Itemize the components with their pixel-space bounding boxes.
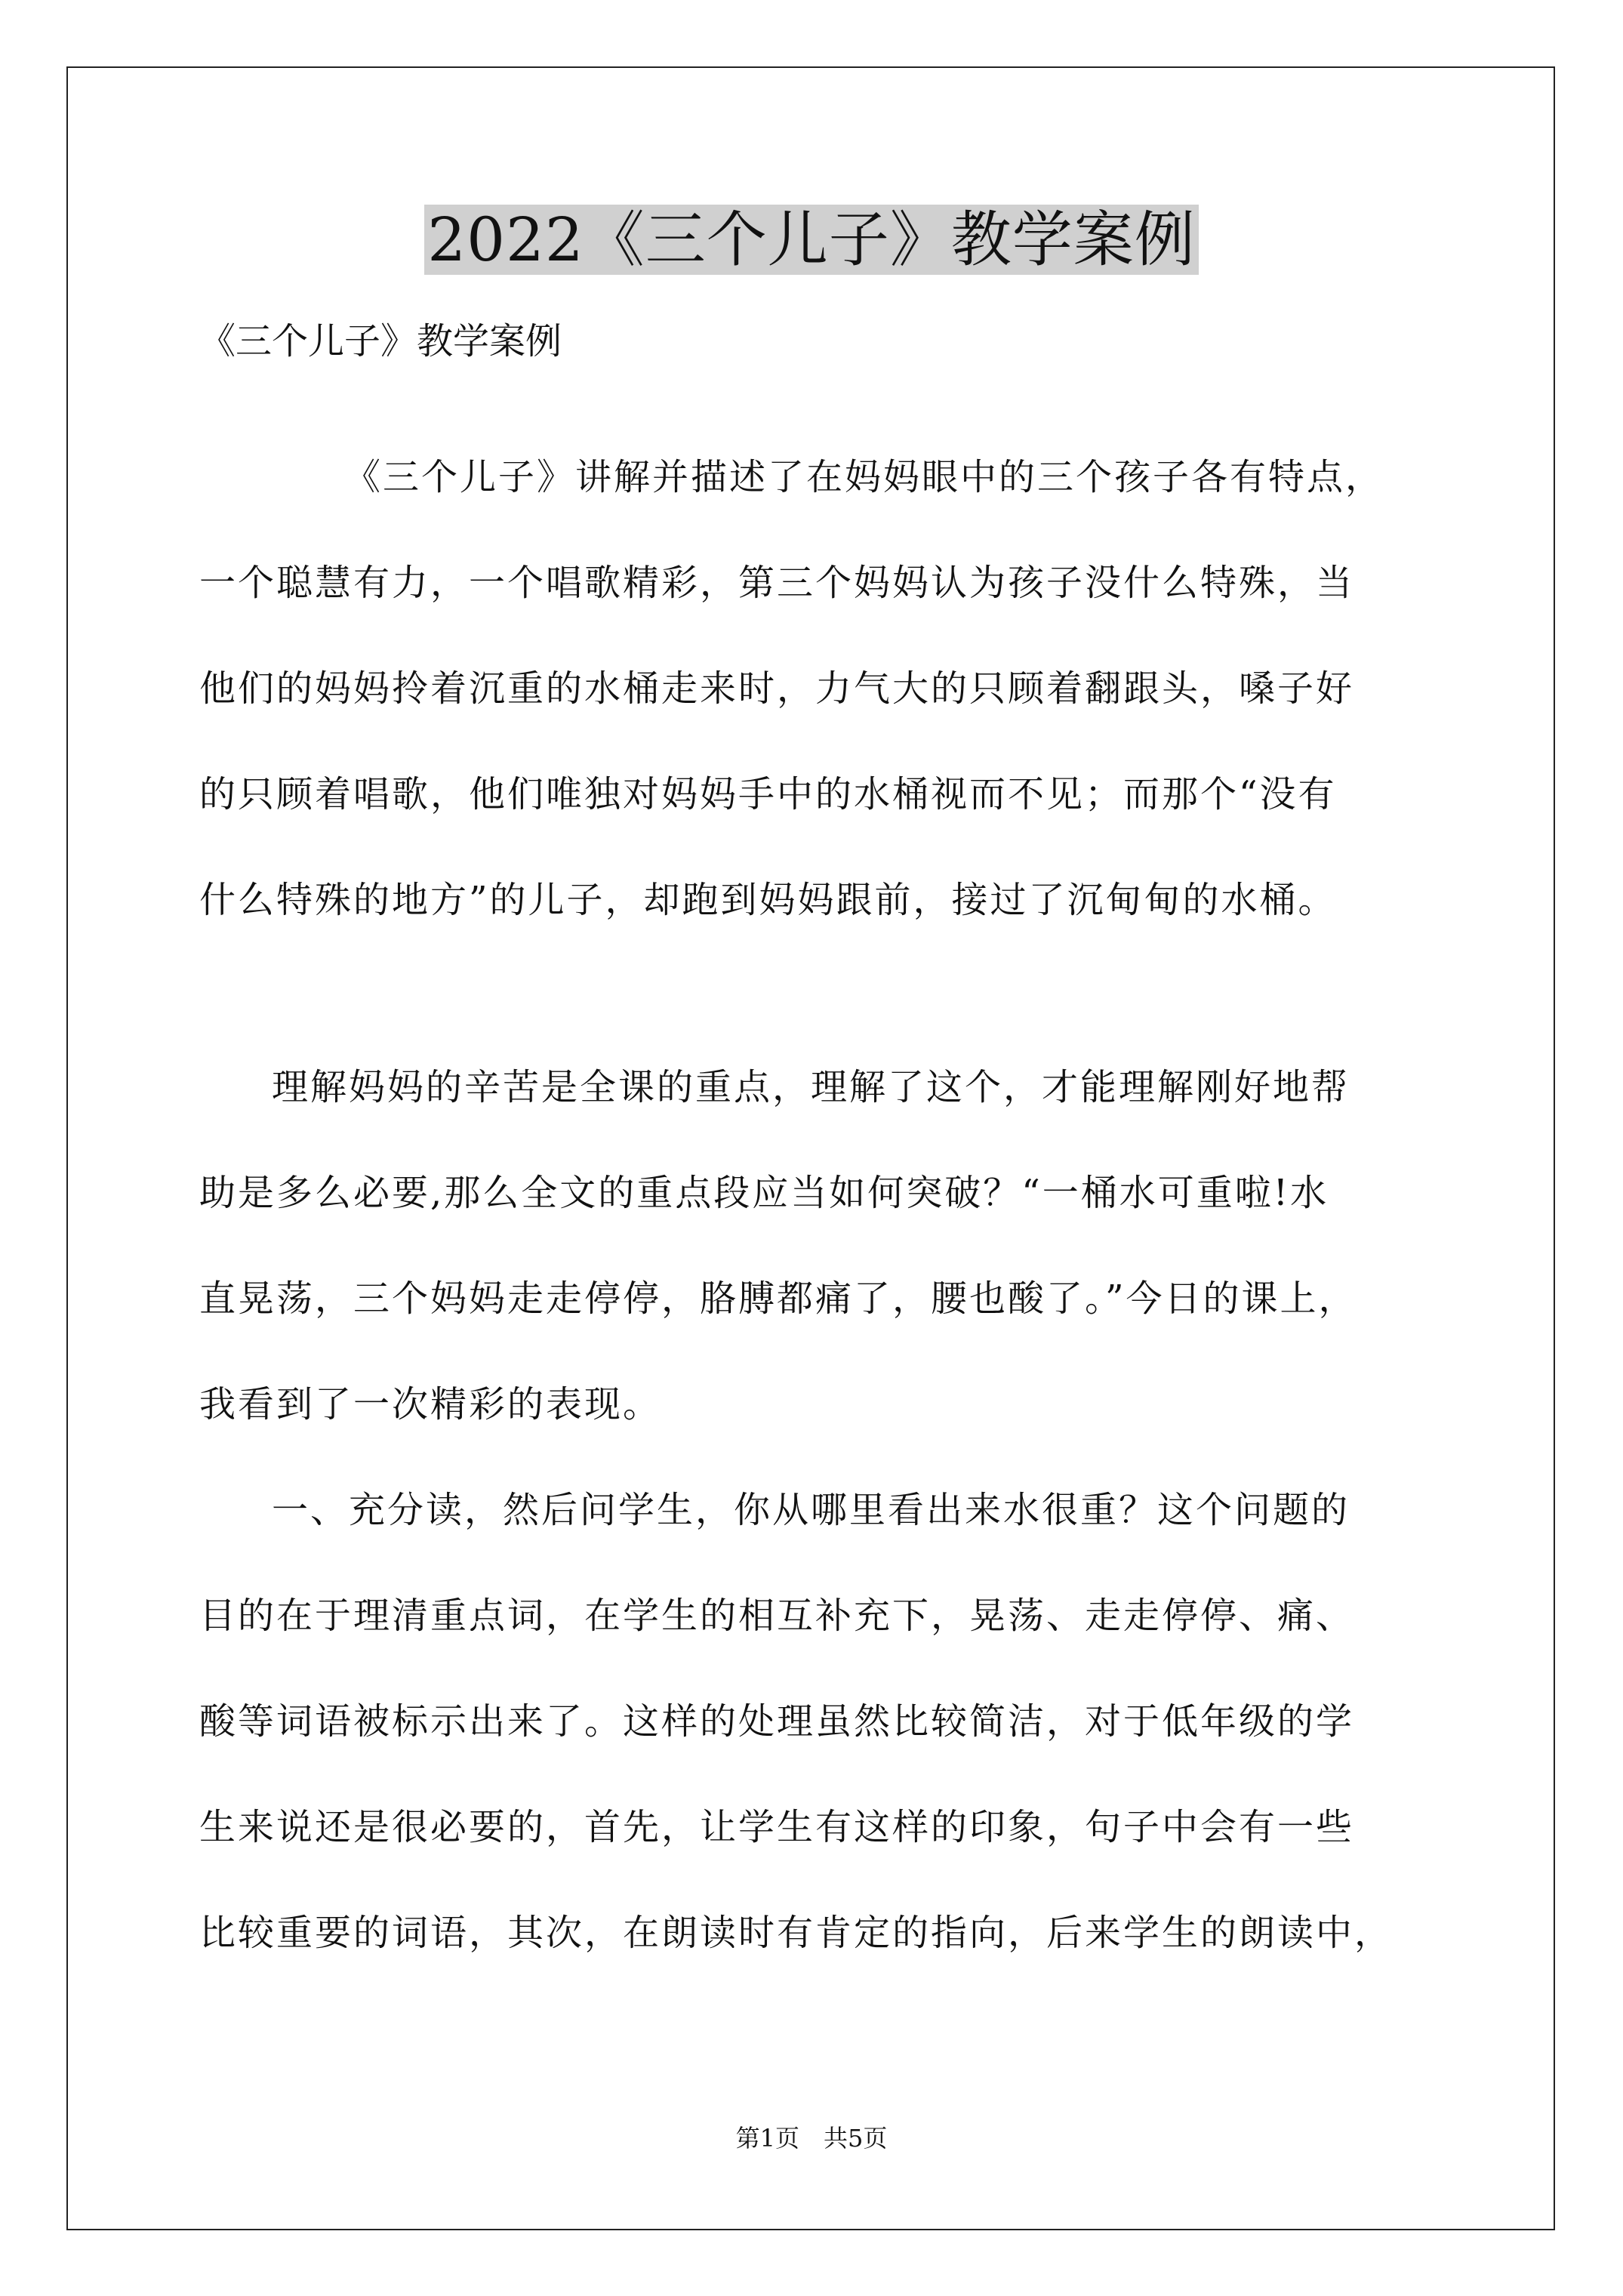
body-line: 生来说还是很必要的，首先，让学生有这样的印象，句子中会有一些	[199, 1806, 1355, 1848]
body-line: 比较重要的词语，其次，在朗读时有肯定的指向，后来学生的朗读中，	[199, 1912, 1394, 1954]
body-line: 一个聪慧有力，一个唱歌精彩，第三个妈妈认为孩子没什么特殊，当	[199, 562, 1355, 604]
document-subtitle: 《三个儿子》教学案例	[199, 320, 562, 362]
body-line: 一、充分读，然后问学生，你从哪里看出来水很重？这个问题的	[272, 1489, 1350, 1531]
body-line: 直晃荡，三个妈妈走走停停，胳膊都痛了，腰也酸了。”今日的课上，	[199, 1277, 1357, 1320]
body-line: 助是多么必要,那么全文的重点段应当如何突破？“一桶水可重啦!水	[199, 1172, 1329, 1214]
body-line: 理解妈妈的辛苦是全课的重点，理解了这个，才能理解刚好地帮	[272, 1066, 1350, 1108]
body-line: 目的在于理清重点词，在学生的相互补充下，晃荡、走走停停、痛、	[199, 1595, 1355, 1637]
body-line: 的只顾着唱歌，他们唯独对妈妈手中的水桶视而不见；而那个“没有	[199, 773, 1337, 815]
body-line: 我看到了一次精彩的表现。	[199, 1383, 662, 1425]
title-text: 2022《三个儿子》教学案例	[424, 205, 1199, 275]
page-number-footer: 第1页 共5页	[735, 2124, 888, 2153]
body-line: 酸等词语被标示出来了。这样的处理虽然比较简洁，对于低年级的学	[199, 1700, 1355, 1743]
body-line: 什么特殊的地方”的儿子，却跑到妈妈跟前，接过了沉甸甸的水桶。	[199, 879, 1337, 921]
body-line: 《三个儿子》讲解并描述了在妈妈眼中的三个孩子各有特点，	[344, 456, 1384, 498]
document-title	[0, 202, 1623, 278]
body-line: 他们的妈妈拎着沉重的水桶走来时，力气大的只顾着翻跟头，嗓子好	[199, 667, 1355, 710]
